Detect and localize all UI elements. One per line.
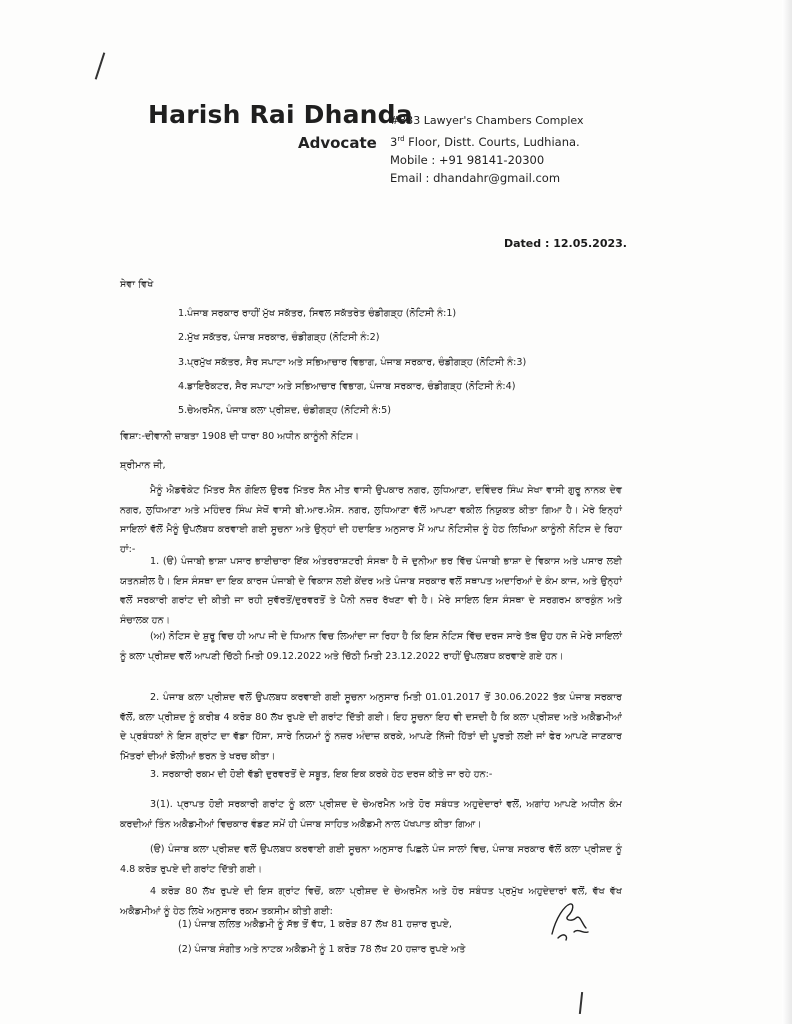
greeting: ਸ਼੍ਰੀਮਾਨ ਜੀ,: [120, 460, 166, 471]
address-floor-number: 3: [390, 134, 398, 149]
address-line-2: [390, 130, 583, 151]
paragraph-3-1: 3(1). ਪ੍ਰਾਪਤ ਹੋਈ ਸਰਕਾਰੀ ਗਰਾਂਟ ਨੂੰ ਕਲਾ ਪ੍ਰੀਸ਼ਦ ਦੇ ਚੇਅਰਮੈਨ ਅਤੇ ਹੋਰ ਸਬੰਧਤ ਅਹੁਦੇਦਾਰਾਂ ਵਲੋਂ, ਅਗਾਂਹ ਆਪਣੇ ਅਧੀਨ ਕੰਮ ਕਰਦੀਆਂ ਤਿੰਨ ਅਕੈਡਮੀਆਂ ਵਿਚਕਾਰ ਵੰਡਣ ਸਮੇਂ ਹੀ ਪੰਜਾਬ ਸਾਹਿਤ ਅਕੈਡਮੀ ਨਾਲ ਪੱਖਪਾਤ ਕੀਤਾ ਗਿਆ।: [120, 799, 622, 830]
allocation-item-2: (2) ਪੰਜਾਬ ਸੰਗੀਤ ਅਤੇ ਨਾਟਕ ਅਕੈਡਮੀ ਨੂੰ 1 ਕਰੋੜ 78 ਲੱਖ 20 ਹਜ਼ਾਰ ਰੁਪਏ ਅਤੇ: [178, 944, 466, 955]
letter-date: Dated : 12.05.2023.: [504, 237, 627, 250]
recipient-5: 5.ਚੇਅਰਮੈਨ, ਪੰਜਾਬ ਕਲਾ ਪ੍ਰੀਸ਼ਦ, ਚੰਡੀਗੜ੍ਹ (ਨੋਟਿਸੀ ਨੰ:5): [178, 405, 391, 416]
advocate-name: Harish Rai Dhanda: [148, 100, 413, 129]
recipient-1: 1.ਪੰਜਾਬ ਸਰਕਾਰ ਰਾਹੀਂ ਮੁੱਖ ਸਕੱਤਰ, ਸਿਵਲ ਸਕੱਤਰੇਤ ਚੰਡੀਗੜ੍ਹ (ਨੋਟਿਸੀ ਨੰ:1): [178, 308, 457, 319]
mobile-number: Mobile : +91 98141-20300: [390, 152, 545, 167]
subject-line: ਵਿਸ਼ਾ:-ਦੀਵਾਨੀ ਜ਼ਾਬਤਾ 1908 ਦੀ ਧਾਰਾ 80 ਅਧੀਨ ਕਾਨੂੰਨੀ ਨੋਟਿਸ।: [120, 431, 360, 442]
pen-mark-top: [95, 52, 106, 79]
recipient-4: 4.ਡਾਇਰੈਕਟਰ, ਸੈਰ ਸਪਾਟਾ ਅਤੇ ਸਭਿਆਚਾਰ ਵਿਭਾਗ, ਪੰਜਾਬ ਸਰਕਾਰ, ਚੰਡੀਗੜ੍ਹ (ਨੋਟਿਸੀ ਨੰ:4): [178, 381, 516, 392]
paragraph-intro: ਮੈਨੂੰ ਐਡਵੋਕੇਟ ਮਿੱਤਰ ਸੈਨ ਗੋਇਲ ਉਰਫ ਮਿੱਤਰ ਸੈਨ ਮੀਤ ਵਾਸੀ ਉਪਕਾਰ ਨਗਰ, ਲੁਧਿਆਣਾ, ਦਵਿੰਦਰ ਸਿੰਘ ਸੇਖਾ ਵਾਸੀ ਗੁਰੂ ਨਾਨਕ ਦੇਵ ਨਗਰ, ਲੁਧਿਆਣਾ ਅਤੇ ਮਹਿੰਦਰ ਸਿੰਘ ਸੇਖੋਂ ਵਾਸੀ ਬੀ.ਆਰ.ਐਸ. ਨਗਰ, ਲੁਧਿਆਣਾ ਵੱਲੋਂ ਆਪਣਾ ਵਕੀਲ ਨਿਯੁਕਤ ਕੀਤਾ ਗਿਆ ਹੈ। ਮੇਰੇ ਇਨ੍ਹਾਂ ਸਾਇਲਾਂ ਵੱਲੋਂ ਮੈਨੂੰ ਉਪਲੱਬਧ ਕਰਵਾਈ ਗਈ ਸੂਚਨਾ ਅਤੇ ਉਨ੍ਹਾਂ ਦੀ ਹਦਾਇਤ ਅਨੁਸਾਰ ਮੈਂ ਆਪ ਨੋਟਿਸੀਜ਼ ਨੂੰ ਹੇਠ ਲਿਖਿਆ ਕਾਨੂੰਨੀ ਨੋਟਿਸ ਦੇ ਰਿਹਾ ਹਾਂ:-: [120, 485, 622, 555]
paragraph-2: 2. ਪੰਜਾਬ ਕਲਾ ਪ੍ਰੀਸ਼ਦ ਵਲੋਂ ਉਪਲਬਧ ਕਰਵਾਈ ਗਈ ਸੂਚਨਾ ਅਨੁਸਾਰ ਮਿਤੀ 01.01.2017 ਤੋਂ 30.06.2022 ਤੱਕ ਪੰਜਾਬ ਸਰਕਾਰ ਵੱਲੋਂ, ਕਲਾ ਪ੍ਰੀਸ਼ਦ ਨੂੰ ਕਰੀਬ 4 ਕਰੋੜ 80 ਲੱਖ ਰੁਪਏ ਦੀ ਗਰਾਂਟ ਦਿੱਤੀ ਗਈ। ਇਹ ਸੂਚਨਾ ਇਹ ਵੀ ਦਸਦੀ ਹੈ ਕਿ ਕਲਾ ਪ੍ਰੀਸ਼ਦ ਅਤੇ ਅਕੈਡਮੀਆਂ ਦੇ ਪ੍ਰਬੰਧਕਾਂ ਨੇ ਇਸ ਗ੍ਰਾਂਟ ਦਾ ਵੱਡਾ ਹਿੱਸਾ, ਸਾਰੇ ਨਿਯਮਾਂ ਨੂੰ ਨਜ਼ਰ ਅੰਦਾਜ਼ ਕਰਕੇ, ਆਪਣੇ ਨਿੱਜੀ ਹਿੱਤਾਂ ਦੀ ਪੂਰਤੀ ਲਈ ਜਾਂ ਫੇਰ ਆਪਣੇ ਜਾਣਕਾਰ ਮਿੱਤਰਾਂ ਦੀਆਂ ਝੋਲੀਆਂ ਭਰਨ ਤੇ ਖਰਚ ਕੀਤਾ।: [120, 692, 622, 762]
address-line-1: #333 Lawyer's Chambers Complex: [390, 114, 584, 127]
paragraph-3: 3. ਸਰਕਾਰੀ ਰਕਮ ਦੀ ਹੋਈ ਵੱਡੀ ਦੁਰਵਰਤੋਂ ਦੇ ਸਬੂਤ, ਇਕ ਇਕ ਕਰਕੇ ਹੇਠ ਦਰਜ ਕੀਤੇ ਜਾ ਰਹੇ ਹਨ:-: [150, 769, 493, 780]
paragraph-1b: (ਅ) ਨੋਟਿਸ ਦੇ ਸ਼ੁਰੂ ਵਿਚ ਹੀ ਆਪ ਜੀ ਦੇ ਧਿਆਨ ਵਿਚ ਲਿਆਂਦਾ ਜਾ ਰਿਹਾ ਹੈ ਕਿ ਇਸ ਨੋਟਿਸ ਵਿੱਚ ਦਰਜ ਸਾਰੇ ਤੱਥ ਉਹ ਹਨ ਜੋ ਮੇਰੇ ਸਾਇਲਾਂ ਨੂੰ ਕਲਾ ਪ੍ਰੀਸ਼ਦ ਵਲੋਂ ਆਪਣੀ ਚਿੱਠੀ ਮਿਤੀ 09.12.2022 ਅਤੇ ਚਿੱਠੀ ਮਿਤੀ 23.12.2022 ਰਾਹੀਂ ਉਪਲਬਧ ਕਰਵਾਏ ਗਏ ਹਨ।: [120, 631, 622, 662]
address-floor-suffix: rd: [397, 135, 405, 143]
email-address: Email : dhandahr@gmail.com: [390, 170, 561, 185]
paragraph-4: 4 ਕਰੋੜ 80 ਲੱਖ ਰੁਪਏ ਦੀ ਇਸ ਗ੍ਰਾਂਟ ਵਿਚੋਂ, ਕਲਾ ਪ੍ਰੀਸ਼ਦ ਦੇ ਚੇਅਰਮੈਨ ਅਤੇ ਹੋਰ ਸਬੰਧਤ ਪ੍ਰਮੁੱਖ ਅਹੁਦੇਦਾਰਾਂ ਵਲੋਂ, ਵੱਖ ਵੱਖ ਅਕੈਡਮੀਆਂ ਨੂੰ ਹੇਠ ਲਿਖੇ ਅਨੁਸਾਰ ਰਕਮ ਤਕਸੀਮ ਕੀਤੀ ਗਈ:: [120, 886, 622, 917]
recipient-2: 2.ਮੁੱਖ ਸਕੱਤਰ, ਪੰਜਾਬ ਸਰਕਾਰ, ਚੰਡੀਗੜ੍ਹ (ਨੋਟਿਸੀ ਨੰ:2): [178, 332, 380, 343]
salutation-to: ਸੇਵਾ ਵਿਖੇ: [120, 279, 154, 290]
recipient-3: 3.ਪ੍ਰਮੁੱਖ ਸਕੱਤਰ, ਸੈਰ ਸਪਾਟਾ ਅਤੇ ਸਭਿਆਚਾਰ ਵਿਭਾਗ, ਪੰਜਾਬ ਸਰਕਾਰ, ਚੰਡੀਗੜ੍ਹ (ਨੋਟਿਸੀ ਨੰ:3): [178, 357, 527, 368]
advocate-title: Advocate: [298, 134, 377, 152]
pen-mark-bottom: [579, 992, 583, 1014]
paragraph-1a: 1. (ੳ) ਪੰਜਾਬੀ ਭਾਸ਼ਾ ਪਸਾਰ ਭਾਈਚਾਰਾ ਇੱਕ ਅੰਤਰਰਾਸ਼ਟਰੀ ਸੰਸਥਾ ਹੈ ਜੋ ਦੁਨੀਆ ਭਰ ਵਿੱਚ ਪੰਜਾਬੀ ਭਾਸ਼ਾ ਦੇ ਵਿਕਾਸ ਅਤੇ ਪਸਾਰ ਲਈ ਯਤਨਸ਼ੀਲ ਹੈ। ਇਸ ਸੰਸਥਾ ਦਾ ਇਕ ਕਾਰਜ ਪੰਜਾਬੀ ਦੇ ਵਿਕਾਸ ਲਈ ਕੇਂਦਰ ਅਤੇ ਪੰਜਾਬ ਸਰਕਾਰ ਵਲੋਂ ਸਥਾਪਤ ਅਦਾਰਿਆਂ ਦੇ ਕੰਮ ਕਾਜ, ਅਤੇ ਉਨ੍ਹਾਂ ਵਲੋਂ ਸਰਕਾਰੀ ਗਰਾਂਟ ਦੀ ਕੀਤੀ ਜਾ ਰਹੀ ਸੁਵੱਰਤੋਂ/ਦੁਰਵਰਤੋਂ ਤੇ ਪੈਨੀ ਨਜ਼ਰ ਰੱਖਣਾ ਵੀ ਹੈ। ਮੇਰੇ ਸਾਇਲ ਇਸ ਸੰਸਥਾ ਦੇ ਸਰਗਰਮ ਕਾਰਕੁੰਨ ਅਤੇ ਸੰਚਾਲਕ ਹਨ।: [120, 556, 622, 626]
handwritten-signature: [546, 898, 592, 944]
allocation-item-1: (1) ਪੰਜਾਬ ਲਲਿਤ ਅਕੈਡਮੀ ਨੂੰ ਸੱਭ ਤੋਂ ਵੱਧ, 1 ਕਰੋੜ 87 ਲੱਖ 81 ਹਜ਼ਾਰ ਰੁਪਏ,: [178, 919, 452, 930]
letterhead-address: [390, 112, 583, 187]
address-line-2-text: Floor, Distt. Courts, Ludhiana.: [404, 134, 580, 149]
scan-edge-shadow: [782, 0, 792, 1024]
paragraph-3-1-a: (ੳ) ਪੰਜਾਬ ਕਲਾ ਪ੍ਰੀਸ਼ਦ ਵਲੋਂ ਉਪਲਬਧ ਕਰਵਾਈ ਗਈ ਸੂਚਨਾ ਅਨੁਸਾਰ ਪਿਛਲੇ ਪੰਜ ਸਾਲਾਂ ਵਿਚ, ਪੰਜਾਬ ਸਰਕਾਰ ਵੱਲੋਂ ਕਲਾ ਪ੍ਰੀਸ਼ਦ ਨੂੰ 4.8 ਕਰੋੜ ਰੁਪਏ ਦੀ ਗਰਾਂਟ ਦਿੱਤੀ ਗਈ।: [120, 844, 622, 875]
